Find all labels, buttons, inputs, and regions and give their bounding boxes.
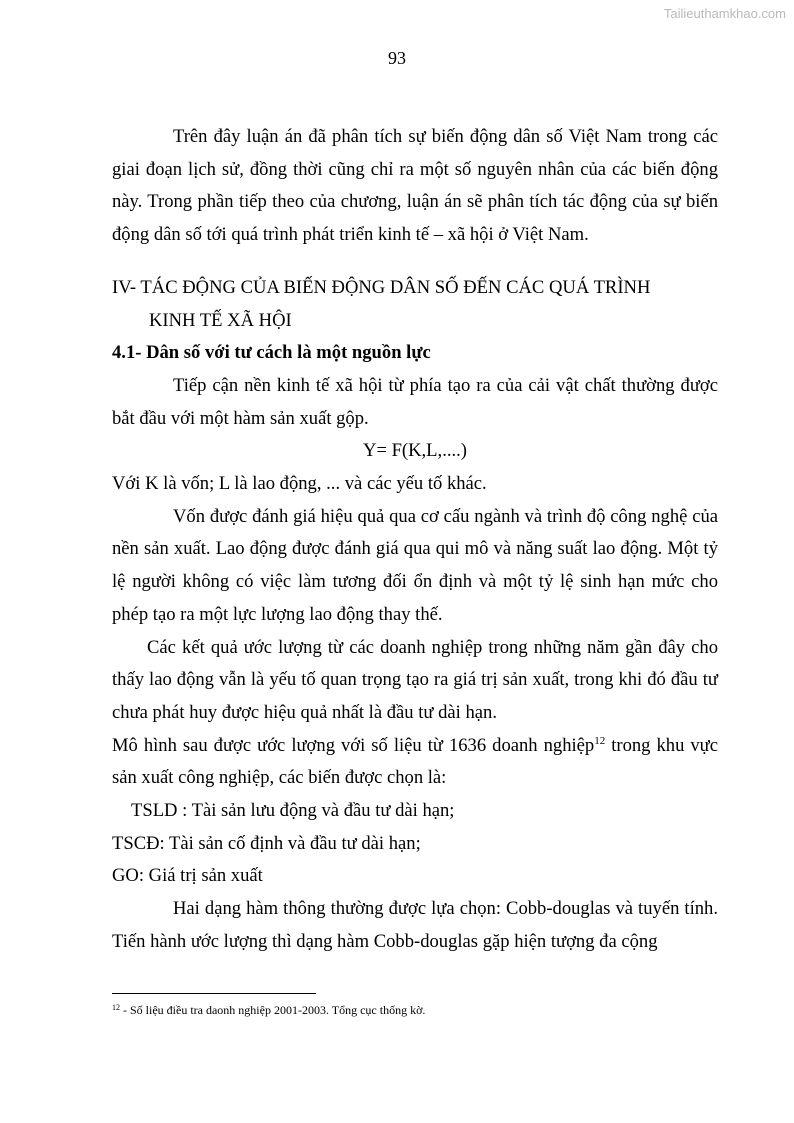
footnote (112, 1003, 718, 1018)
footnote-divider (112, 993, 316, 994)
paragraph-capital: Vốn được đánh giá hiệu quả qua cơ cấu ngành và trình độ công nghệ của nền sản xuất. Lao động được đánh giá qua qui mô và năng suất lao động. Một tỷ lệ người không có việc làm tương đối ổn định và một tỷ lệ sinh hạn mức cho phép tạo ra một lực lượng lao động thay thế. (112, 505, 718, 625)
variable-tsld: TSLD : Tài sản lưu động và đầu tư dài hạn; (131, 800, 455, 822)
model-text-before: Mô hình sau được ước lượng với số liệu từ 1636 doanh nghiệp (112, 734, 595, 756)
model-text-after: trong khu vực sản xuất công nghiệp, các biến được chọn là: (112, 734, 718, 789)
page-number: 93 (388, 48, 406, 68)
formula-note: Với K là vốn; L là lao động, ... và các yếu tố khác. (112, 473, 487, 495)
footnote-number: 12 (112, 1003, 120, 1012)
section-heading-continuation: KINH TẾ XÃ HỘI (149, 309, 292, 331)
watermark: Tailieuthamkhao.com (663, 6, 786, 21)
intro-paragraph: Trên đây luận án đã phân tích sự biến động dân số Việt Nam trong các giai đoạn lịch sử, đồng thời cũng chỉ ra một số nguyên nhân của các biến động này. Trong phần tiếp theo của chương, luận án sẽ phân tích tác động của sự biến động dân số tới quá trình phát triển kinh tế – xã hội ở Việt Nam. (112, 126, 718, 246)
footnote-text: - Số liệu điều tra daonh nghiệp 2001-2003. Tổng cục thống kờ. (120, 1003, 426, 1017)
subsection-heading: 4.1- Dân số với tư cách là một nguồn lực (112, 342, 431, 364)
paragraph-function-forms: Hai dạng hàm thông thường được lựa chọn: Cobb-douglas và tuyến tính. Tiến hành ước lượng thì dạng hàm Cobb-douglas gặp hiện tượng đa cộng (112, 898, 718, 952)
paragraph-approach: Tiếp cận nền kinh tế xã hội từ phía tạo ra của cải vật chất thường được bắt đầu với một hàm sản xuất gộp. (112, 374, 718, 429)
paragraph-results: Các kết quả ước lượng từ các doanh nghiệp trong những năm gần đây cho thấy lao động vẫn là yếu tố quan trọng tạo ra giá trị sản xuất, trong khi đó đầu tư chưa phát huy được hiệu quả nhất là đầu tư dài hạn. (112, 636, 718, 723)
section-heading: IV- TÁC ĐỘNG CỦA BIẾN ĐỘNG DÂN SỐ ĐẾN CÁC QUÁ TRÌNH (112, 276, 651, 298)
page-body (112, 121, 718, 959)
paragraph-model (112, 730, 718, 795)
production-formula: Y= F(K,L,....) (363, 440, 467, 462)
footnote-reference[interactable]: 12 (594, 734, 606, 747)
variable-tscd: TSCĐ: Tài sản cố định và đầu tư dài hạn; (112, 832, 421, 854)
variable-go: GO: Giá trị sản xuất (112, 865, 263, 887)
